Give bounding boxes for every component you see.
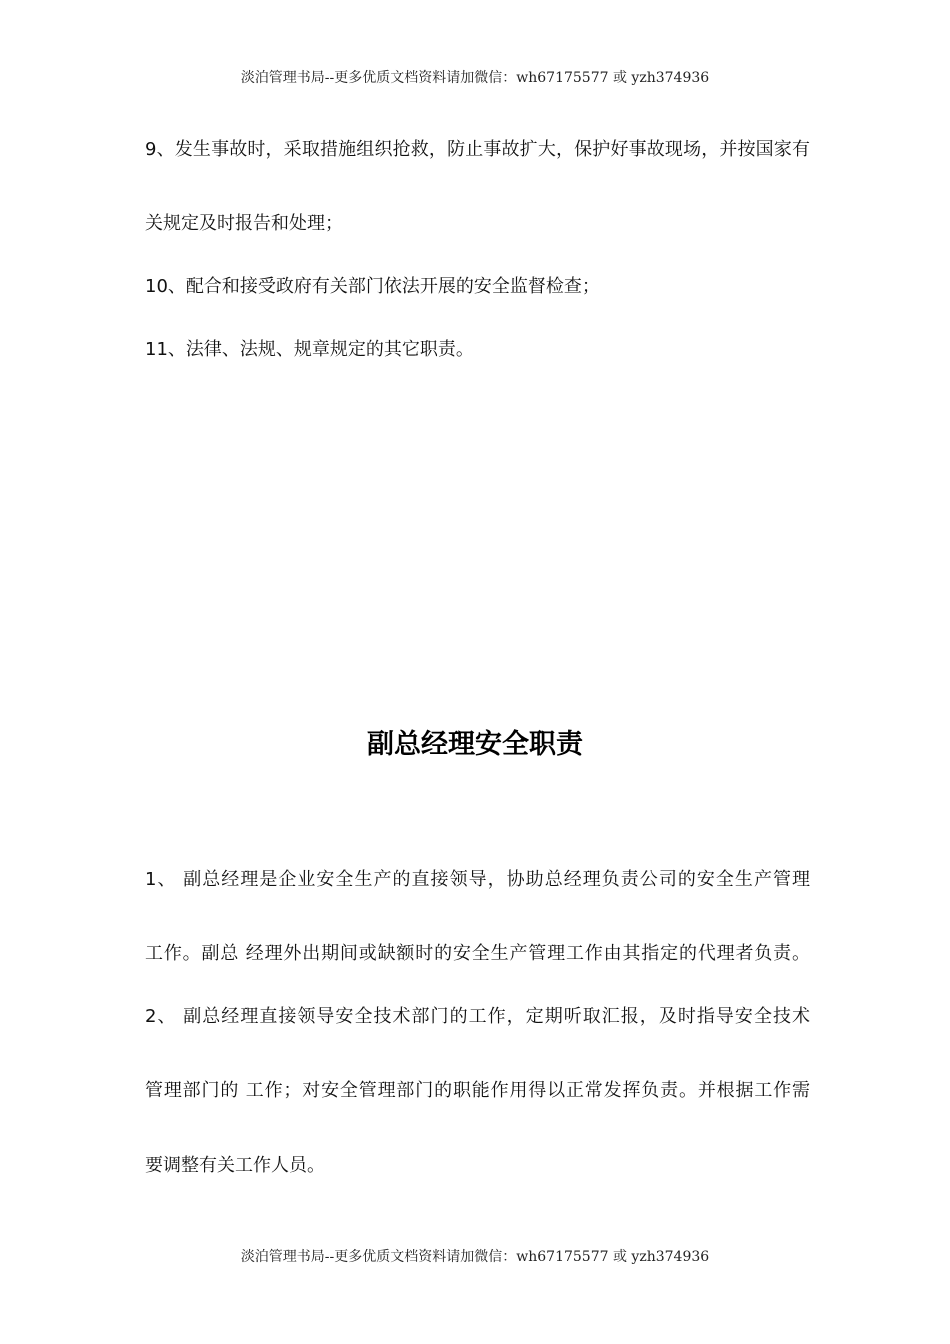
list-item-10: 10、配合和接受政府有关部门依法开展的安全监督检查； — [145, 276, 600, 297]
section-item-1-line-2: 工作。副总 经理外出期间或缺额时的安全生产管理工作由其指定的代理者负责。 — [145, 943, 810, 964]
page-footer: 淡泊管理书局--更多优质文档资料请加微信：wh67175577 或 yzh374936 — [240, 1249, 710, 1265]
list-item-9-line-2: 关规定及时报告和处理； — [145, 213, 343, 234]
page-header: 淡泊管理书局--更多优质文档资料请加微信：wh67175577 或 yzh374936 — [240, 70, 710, 86]
list-item-11: 11、法律、法规、规章规定的其它职责。 — [145, 339, 474, 360]
list-item-9-line-1: 9、发生事故时，采取措施组织抢救，防止事故扩大，保护好事故现场，并按国家有 — [145, 139, 810, 160]
section-title: 副总经理安全职责 — [367, 729, 583, 760]
section-item-1-line-1: 1、 副总经理是企业安全生产的直接领导，协助总经理负责公司的安全生产管理 — [145, 869, 810, 890]
section-item-2-line-1: 2、 副总经理直接领导安全技术部门的工作，定期听取汇报，及时指导安全技术 — [145, 1006, 810, 1027]
section-item-2-line-2: 管理部门的 工作；对安全管理部门的职能作用得以正常发挥负责。并根据工作需 — [145, 1080, 810, 1101]
section-item-2-line-3: 要调整有关工作人员。 — [145, 1155, 325, 1176]
